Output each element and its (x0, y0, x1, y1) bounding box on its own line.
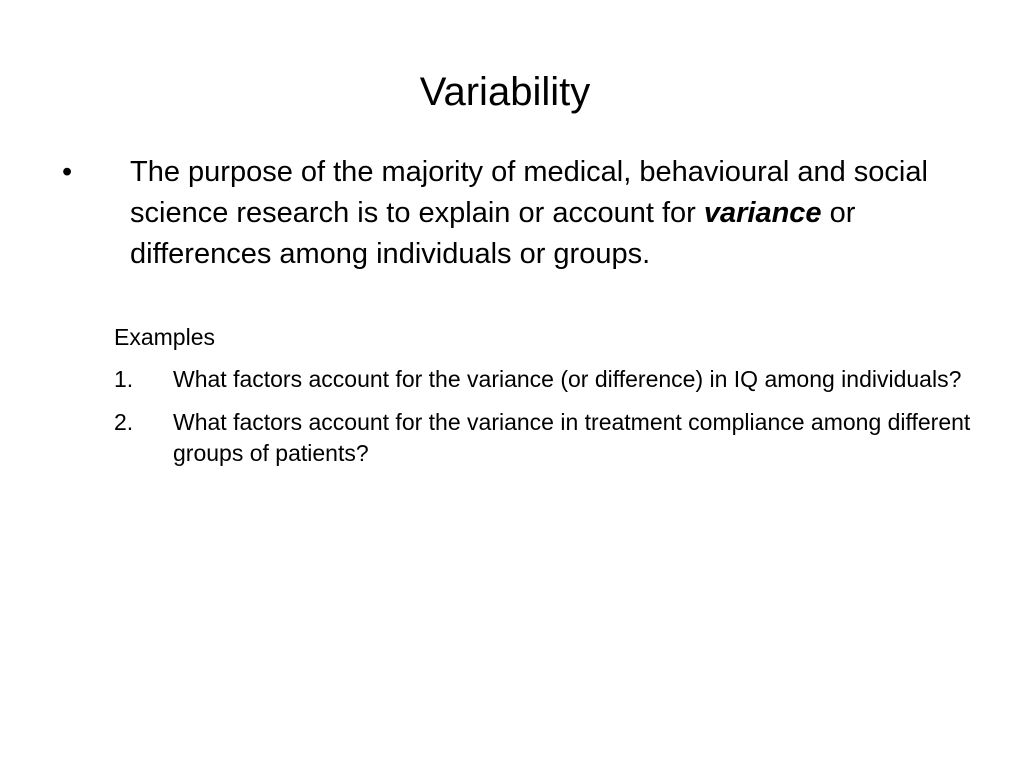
list-item (114, 364, 994, 395)
list-item (114, 407, 994, 469)
bullet-emphasis: variance (703, 197, 822, 229)
bullet-text (130, 152, 978, 275)
bullet-text-start: The purpose of the majority of medical, behavioural and social science research is to explain or account for (130, 156, 928, 229)
list-item-text: What factors account for the variance (or difference) in IQ among individuals? (173, 366, 962, 392)
examples-list (114, 364, 994, 481)
list-item-number: 1. (114, 366, 134, 392)
bullet-icon: • (62, 156, 73, 188)
list-item-text: What factors account for the variance in treatment compliance among different groups of patients? (173, 409, 971, 466)
examples-heading: Examples (114, 324, 215, 350)
bullet-text-end: or differences among individuals or groups. (130, 197, 856, 270)
list-item-number: 2. (114, 409, 134, 435)
slide-title: Variability (419, 70, 591, 114)
